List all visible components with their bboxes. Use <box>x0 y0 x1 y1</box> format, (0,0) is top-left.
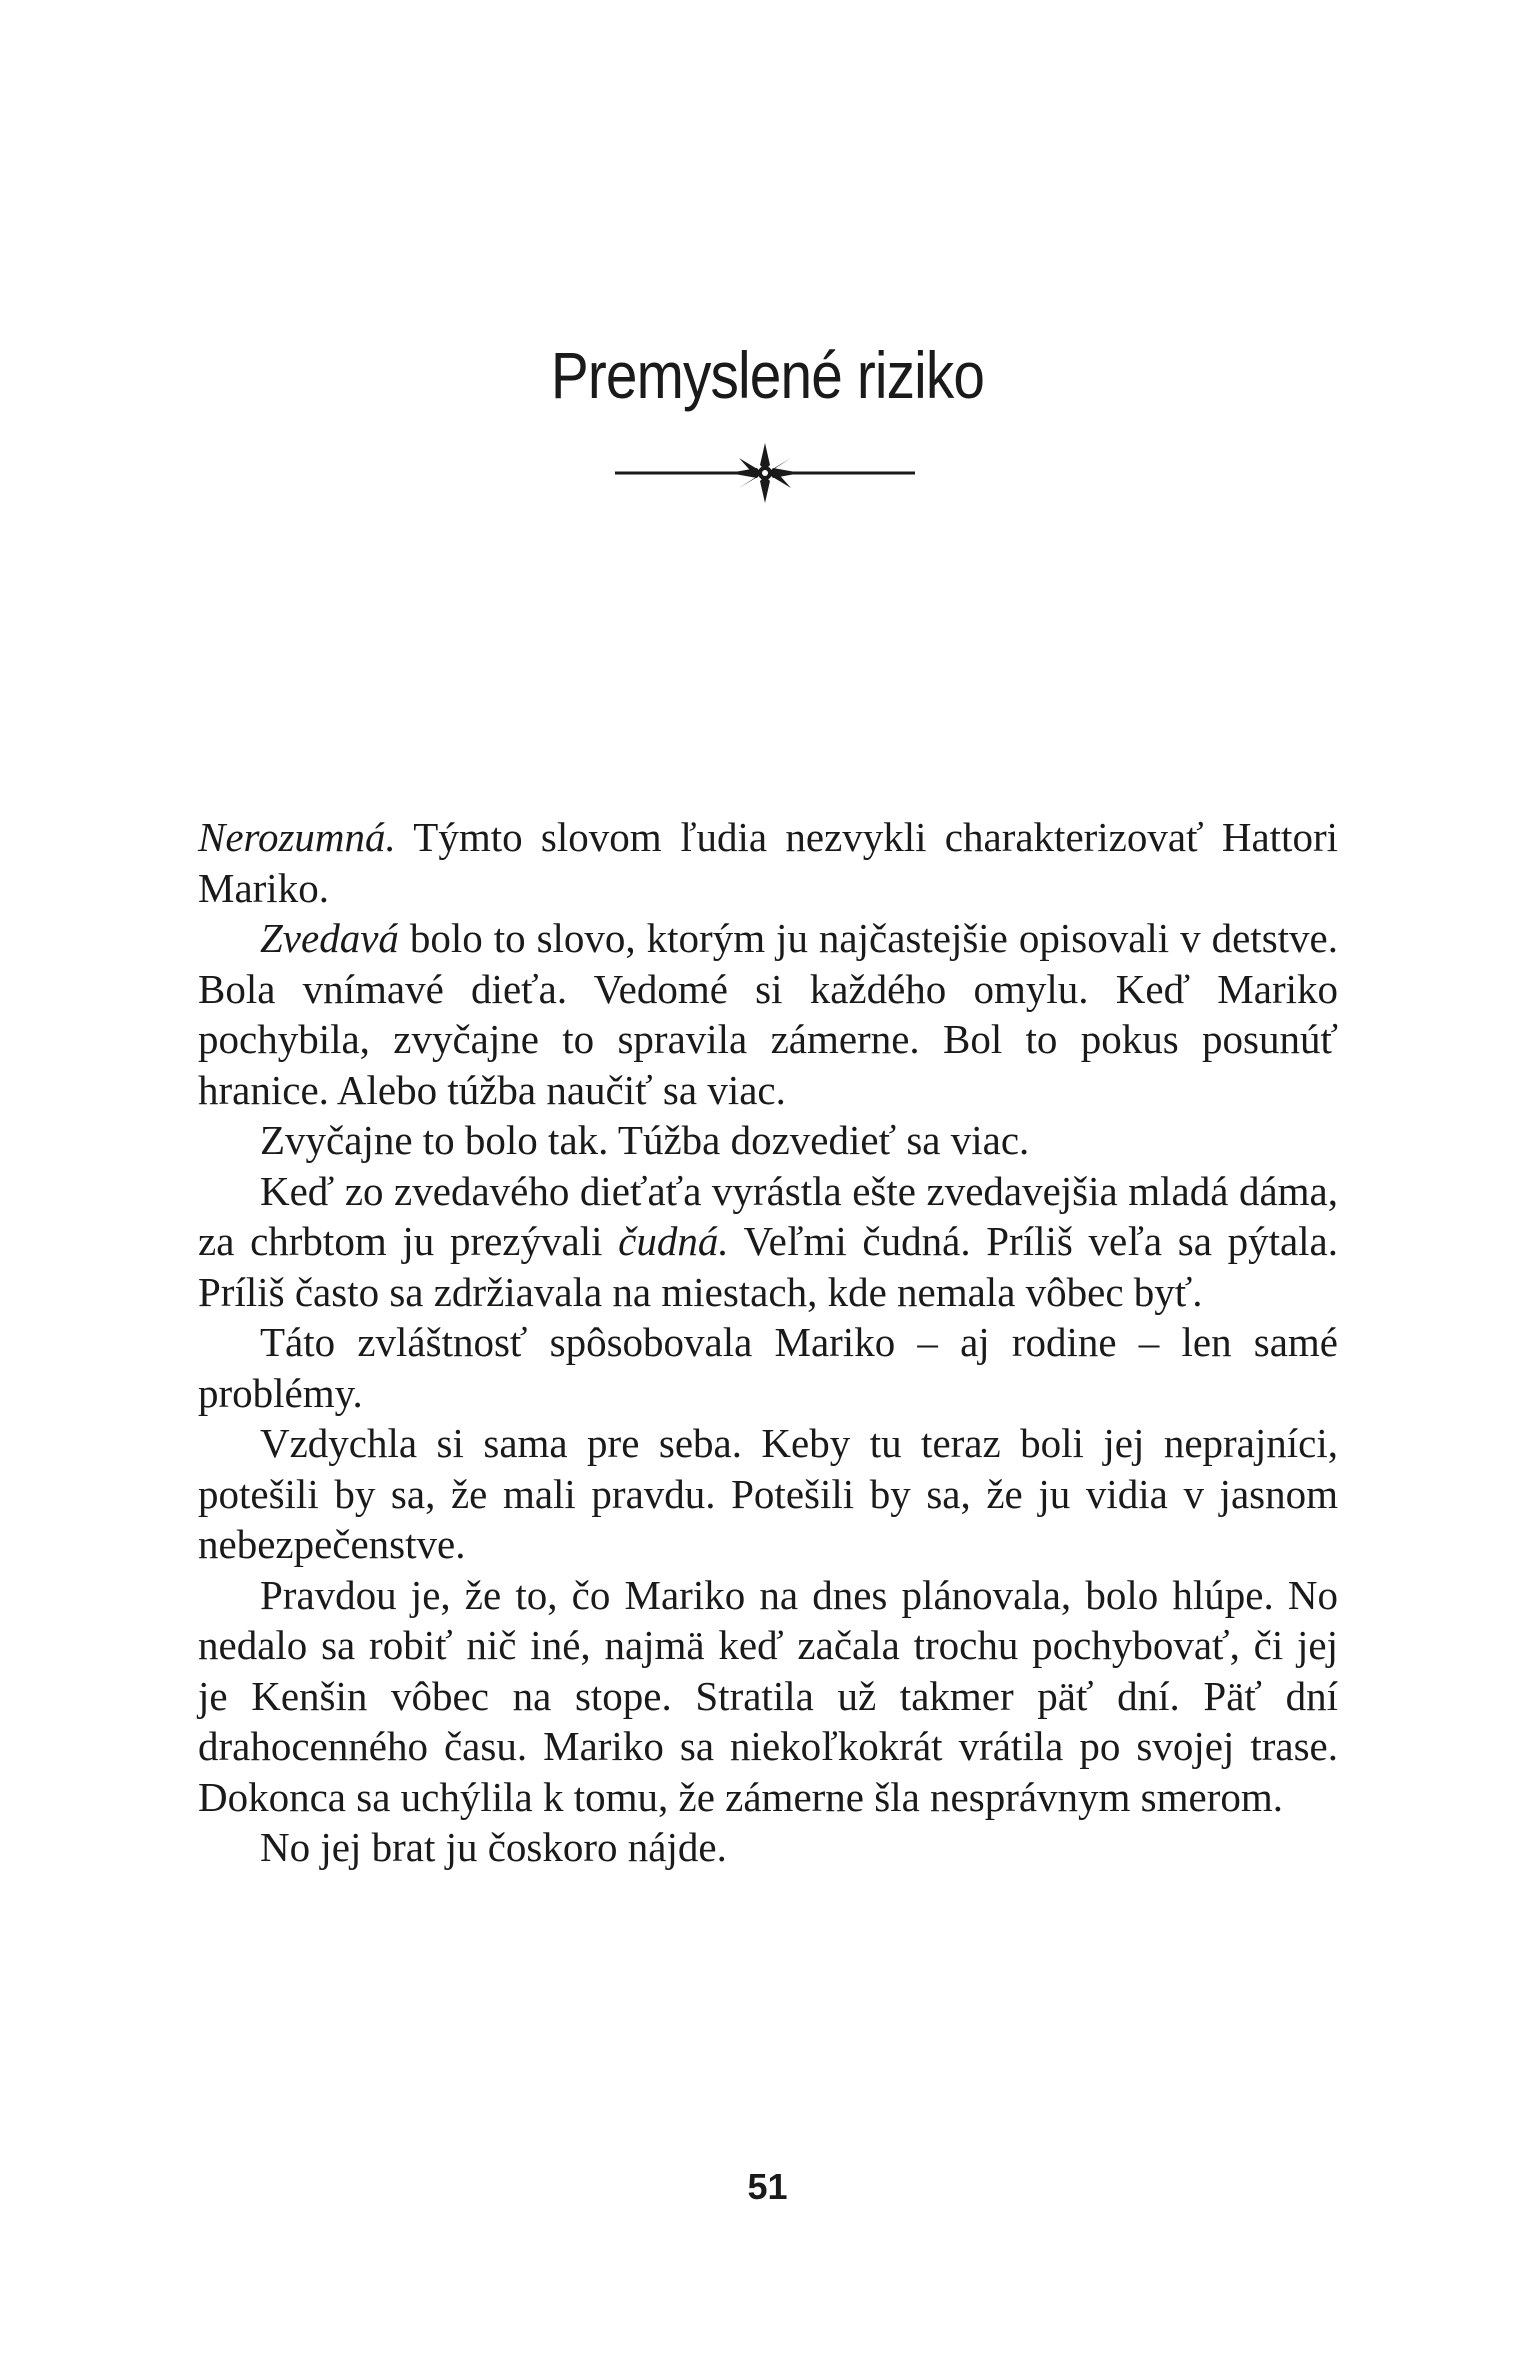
paragraph-text: Týmto slovom ľudia nezvykli charakterizovať Hattori Mariko. <box>198 814 1338 911</box>
paragraph-1 <box>198 812 1338 913</box>
paragraph-4 <box>198 1166 1338 1318</box>
emphasized-word: čudná. <box>618 1218 729 1264</box>
paragraph-8: No jej brat ju čoskoro nájde. <box>260 1824 727 1870</box>
paragraph-2 <box>198 913 1338 1115</box>
paragraph-6: Vzdychla si sama pre seba. Keby tu teraz boli jej neprajníci, potešili by sa, že mali pravdu. Potešili by sa, že ju vidia v jasnom nebezpečenstve. <box>198 1420 1338 1567</box>
emphasized-word: Nerozumná. <box>198 814 396 860</box>
paragraph-text: bolo to slovo, ktorým ju najčastejšie opisovali v detstve. Bola vnímavé dieťa. Vedomé si každého omylu. Keď Mariko pochybila, zvyčajne to spravila zámerne. Bol to pokus posunúť hranice. Alebo túžba naučiť sa viac. <box>198 915 1338 1113</box>
chapter-title: Premyslené riziko <box>550 338 985 412</box>
paragraph-text: Keď zo zvedavého dieťaťa vyrástla ešte zvedavejšia mladá dáma, za chrbtom ju prezývali <box>198 1167 1338 1264</box>
paragraph-5: Táto zvláštnosť spôsobovala Mariko – aj rodine – len samé problémy. <box>198 1319 1338 1416</box>
paragraph-3: Zvyčajne to bolo tak. Túžba dozvedieť sa viac. <box>260 1117 1030 1163</box>
page-number: 51 <box>747 2166 788 2207</box>
chapter-body <box>198 812 1338 1873</box>
paragraph-7: Pravdou je, že to, čo Mariko na dnes plánovala, bolo hlúpe. No nedalo sa robiť nič iné, najmä keď začala trochu pochybovať, či jej je Kenšin vôbec na stope. Stratila už takmer päť dní. Päť dní drahocenného času. Mariko sa niekoľkokrát vrátila po svojej trase. Dokonca sa uchýlila k tomu, že zámerne šla nesprávnym smerom. <box>198 1571 1338 1820</box>
emphasized-word: Zvedavá <box>260 915 399 961</box>
star-flourish-icon <box>615 425 915 505</box>
paragraph-text: Veľmi čudná. Príliš veľa sa pýtala. Príliš často sa zdržiavala na miestach, kde nemala vôbec byť. <box>198 1218 1338 1315</box>
